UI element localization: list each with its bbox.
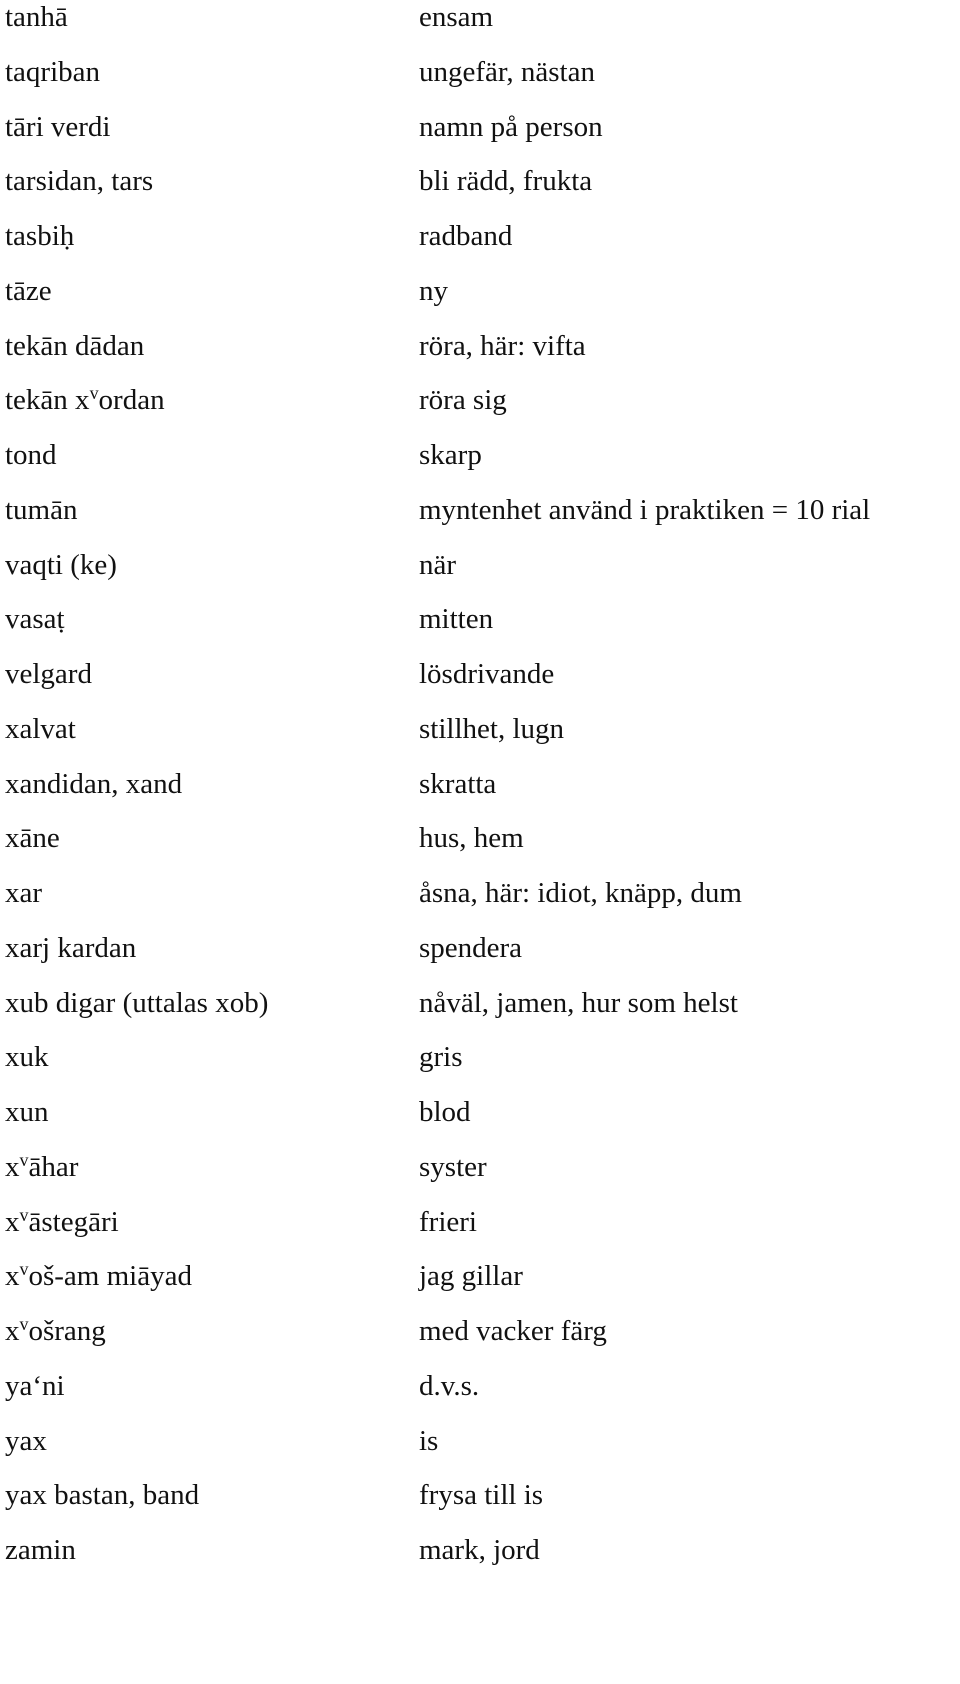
glossary-entry: [0, 602, 960, 661]
glossary-entry: [0, 164, 960, 223]
entry-gloss: blod: [419, 1096, 471, 1128]
entry-term: tond: [5, 439, 57, 471]
entry-gloss: med vacker färg: [419, 1315, 607, 1347]
entry-term: tarsidan, tars: [5, 165, 154, 198]
glossary-entry: [0, 1040, 960, 1099]
entry-term: zamin: [5, 1534, 76, 1566]
glossary-entry: [0, 55, 960, 114]
entry-gloss: mitten: [419, 603, 494, 636]
entry-gloss: is: [419, 1424, 439, 1457]
entry-gloss: frieri: [419, 1205, 477, 1238]
entry-term: $x^vošrang$: [5, 1314, 106, 1347]
entry-term: xun: [5, 1096, 49, 1128]
glossary-entry: [0, 110, 960, 169]
entry-gloss: åsna, här: idiot, knäpp, dum: [419, 877, 742, 909]
entry-term: $x^vāstegāri$: [5, 1204, 119, 1238]
entry-term: yax bastan, band: [5, 1479, 200, 1512]
glossary-entry: [0, 876, 960, 935]
entry-term: xar: [5, 877, 43, 909]
entry-term: tāri verdi: [5, 110, 111, 143]
glossary-entry: [0, 1424, 960, 1483]
entry-term: xarj kardan: [5, 931, 137, 964]
glossary-entry: [0, 767, 960, 826]
entry-gloss: stillhet, lugn: [419, 712, 564, 745]
entry-term: taqriban: [5, 55, 101, 88]
entry-term: yax: [5, 1424, 47, 1457]
glossary-entry: [0, 1150, 960, 1209]
glossary-entry: [0, 1205, 960, 1264]
glossary-entry: [0, 1369, 960, 1428]
entry-gloss: ny: [419, 274, 448, 307]
entry-term: tanhā: [5, 1, 68, 33]
entry-gloss: d.v.s.: [419, 1369, 480, 1402]
entry-term: $x^voš-am$ miāyad: [5, 1259, 192, 1293]
glossary-entry: [0, 438, 960, 497]
entry-term: xub digar (uttalas xob): [5, 986, 269, 1019]
entry-term: tumān: [5, 493, 78, 526]
entry-term: tāze: [5, 274, 52, 307]
entry-gloss: myntenhet använd i praktiken = 10 rial: [419, 493, 871, 526]
entry-gloss: namn på person: [419, 110, 603, 143]
glossary-entry: [0, 657, 960, 716]
glossary-entry: [0, 274, 960, 333]
entry-gloss: röra, här: vifta: [419, 329, 586, 362]
glossary-entry: [0, 1314, 960, 1373]
glossary-entry: [0, 931, 960, 990]
entry-term: xāne: [5, 822, 60, 855]
entry-gloss: jag gillar: [419, 1260, 523, 1293]
entry-gloss: när: [419, 548, 457, 581]
entry-term: velgard: [5, 658, 92, 690]
entry-gloss: lösdrivande: [419, 658, 555, 690]
entry-gloss: syster: [419, 1150, 487, 1183]
entry-gloss: ungefär, nästan: [419, 55, 595, 88]
glossary-entry: [0, 712, 960, 771]
entry-gloss: hus, hem: [419, 822, 524, 855]
entry-term: tekān $x^vordan$: [5, 383, 165, 417]
glossary-entry: [0, 986, 960, 1045]
entry-gloss: frysa till is: [419, 1479, 544, 1512]
entry-gloss: spendera: [419, 931, 523, 964]
glossary-entry: [0, 383, 960, 442]
entry-term: tasbiḥ: [5, 220, 75, 252]
entry-term: xuk: [5, 1041, 49, 1074]
entry-gloss: mark, jord: [419, 1534, 540, 1566]
entry-term: tekān dādan: [5, 329, 145, 362]
glossary-entry: [0, 329, 960, 388]
entry-gloss: gris: [419, 1041, 463, 1074]
entry-term: xandidan, xand: [5, 767, 183, 800]
glossary-entry: [0, 1478, 960, 1537]
entry-term: vasaṭ: [5, 603, 65, 636]
entry-gloss: skratta: [419, 767, 497, 800]
glossary-entry: [0, 1259, 960, 1318]
entry-gloss: radband: [419, 220, 513, 252]
entry-gloss: röra sig: [419, 384, 507, 417]
entry-term: vaqti (ke): [5, 548, 117, 581]
entry-gloss: nåväl, jamen, hur som helst: [419, 986, 738, 1019]
glossary-entry: [0, 821, 960, 880]
glossary-entry: [0, 548, 960, 607]
entry-gloss: skarp: [419, 439, 482, 471]
glossary-entry: [0, 0, 960, 59]
glossary-entry: [0, 1533, 960, 1592]
glossary-entry: [0, 219, 960, 278]
entry-term: xalvat: [5, 712, 76, 745]
entry-term: ya‘ni: [5, 1369, 65, 1402]
entry-gloss: ensam: [419, 1, 494, 33]
entry-gloss: bli rädd, frukta: [419, 165, 593, 198]
entry-term: $x^vāhar$: [5, 1149, 79, 1183]
glossary-entry: [0, 1095, 960, 1154]
glossary-entry: [0, 493, 960, 552]
